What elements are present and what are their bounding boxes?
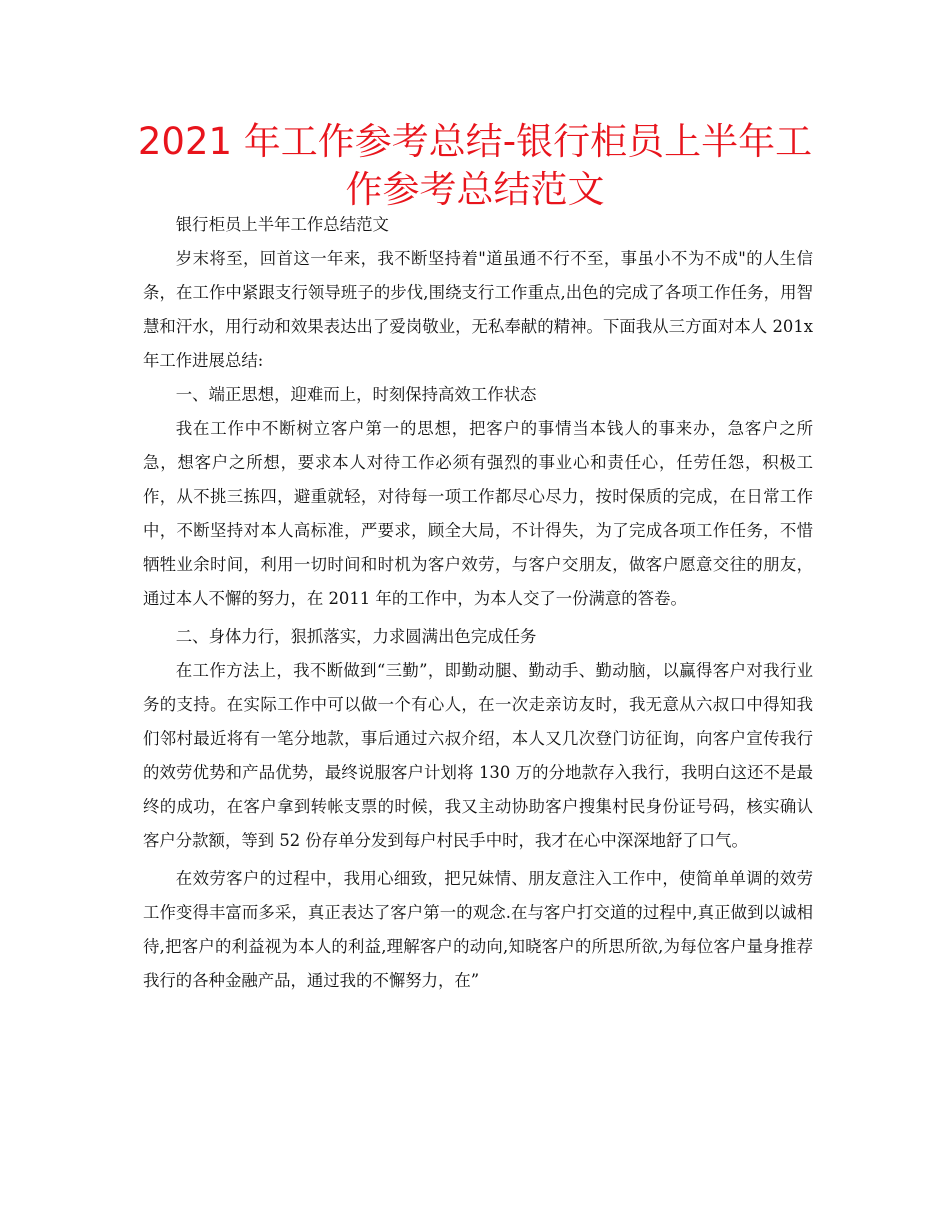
section-heading-1: 一、端正思想，迎难而上，时刻保持高效工作状态 <box>175 385 537 404</box>
paragraph-service: 在效劳客户的过程中，我用心细致，把兄妹情、朋友意注入工作中，使简单单调的效劳工作变得丰富而多采，真正表达了客户第一的观念.在与客户打交道的过程中,真正做到以诚相待,把客户的利益视为本人的利益,理解客户的动向,知晓客户的所思所欲,为每位客户量身推荐我行的各种金融产品，通过我的不懈努力，在” <box>143 869 813 990</box>
document-title: 2021 年工作参考总结-银行柜员上半年工作参考总结范文 <box>137 120 813 211</box>
paragraph-section-1: 我在工作中不断树立客户第一的思想，把客户的事情当本钱人的事来办，急客户之所急，想客户之所想，要求本人对待工作必须有强烈的事业心和责任心，任劳任怨，积极工作，从不挑三拣四，避重就轻，对待每一项工作都尽心尽力，按时保质的完成，在日常工作中，不断坚持对本人高标准，严要求，顾全大局，不计得失，为了完成各项工作任务，不惜牺牲业余时间，利用一切时间和时机为客户效劳，与客户交朋友，做客户愿意交往的朋友，通过本人不懈的努力，在 2011 年的工作中，为本人交了一份满意的答卷。 <box>143 419 813 608</box>
paragraph-subtitle: 银行柜员上半年工作总结范文 <box>175 215 389 234</box>
section-heading-2: 二、身体力行，狠抓落实，力求圆满出色完成任务 <box>175 627 537 646</box>
paragraph-section-2: 在工作方法上，我不断做到“三勤”，即勤动腿、勤动手、勤动脑，以赢得客户对我行业务的支持。在实际工作中可以做一个有心人，在一次走亲访友时，我无意从六叔口中得知我们邻村最近将有一笔分地款，事后通过六叔介绍，本人又几次登门访征询，向客户宣传我行的效劳优势和产品优势，最终说服客户计划将 130 万的分地款存入我行，我明白这还不是最终的成功，在客户拿到转帐支票的时候，我又主动协助客户搜集村民身份证号码，核实确认客户分款额，等到 52 份存单分发到每户村民手中时，我才在心中深深地舒了口气。 <box>143 661 813 850</box>
paragraph-intro: 岁末将至，回首这一年来，我不断坚持着"道虽通不行不至，事虽小不为不成"的人生信条，在工作中紧跟支行领导班子的步伐,围绕支行工作重点,出色的完成了各项工作任务，用智慧和汗水，用行动和效果表达出了爱岗敬业，无私奉献的精神。下面我从三方面对本人 201x 年工作进展总结: <box>143 249 813 370</box>
document-body <box>143 208 813 998</box>
